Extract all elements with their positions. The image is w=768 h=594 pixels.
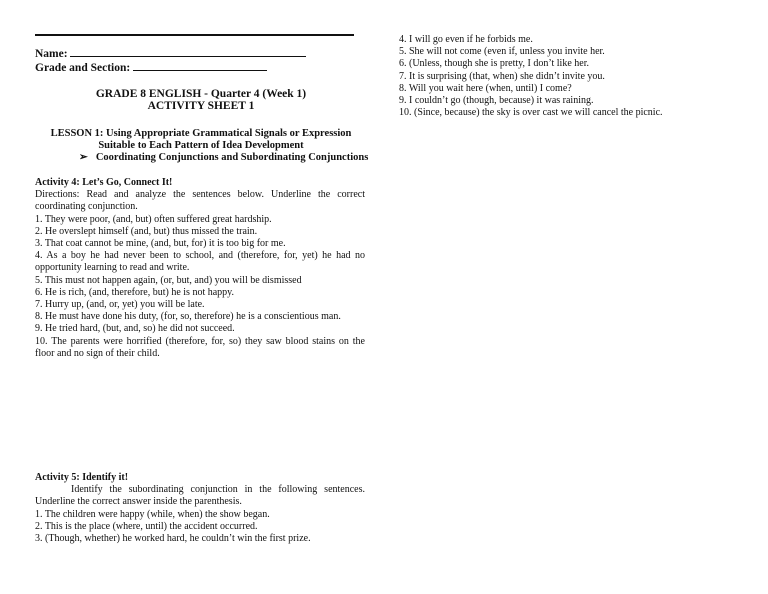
activity-4-heading: Activity 4: Let’s Go, Connect It! — [35, 177, 173, 188]
activity-4-item: 8. He must have done his duty, (for, so, therefore) he is a conscientious man. — [35, 311, 341, 323]
grade-section-blank-line[interactable] — [133, 60, 267, 71]
activity-5-directions: Identify the subordinating conjunction in the following sentences. Underline the correct answer inside the parenthesis. — [35, 484, 365, 508]
activity-4-item: 9. He tried hard, (but, and, so) he did not succeed. — [35, 323, 235, 335]
lesson-title-line-1: LESSON 1: Using Appropriate Grammatical Signals or Expression — [50, 128, 352, 139]
top-rule — [35, 34, 354, 36]
name-field[interactable] — [35, 46, 306, 60]
activity-5-item: 5. She will not come (even if, unless you invite her. — [399, 46, 605, 58]
activity-4-item: 3. That coat cannot be mine, (and, but, for) it is too big for me. — [35, 238, 286, 250]
grade-section-label: Grade and Section: — [35, 62, 131, 74]
activity-4-item: 1. They were poor, (and, but) often suffered great hardship. — [35, 213, 272, 225]
activity-5-item: 1. The children were happy (while, when) the show began. — [35, 508, 270, 520]
activity-4-item: 10. The parents were horrified (therefore, for, so) they saw blood stains on the floor and no sign of their child. — [35, 335, 365, 359]
activity-5-heading: Activity 5: Identify it! — [35, 472, 129, 483]
activity-4-item: 2. He overslept himself (and, but) thus missed the train. — [35, 225, 258, 237]
activity-5-item: 6. (Unless, though she is pretty, I don’t like her. — [399, 58, 589, 70]
lesson-topic-text: Coordinating Conjunctions and Subordinating Conjunctions — [95, 152, 369, 163]
activity-4-directions: Directions: Read and analyze the sentences below. Underline the correct coordinating conjunction. — [35, 189, 365, 213]
activity-5-continued — [399, 34, 663, 119]
activity-5-item: 9. I couldn’t go (though, because) it was raining. — [399, 95, 594, 107]
sheet-subtitle: ACTIVITY SHEET 1 — [147, 100, 255, 112]
activity-5-item: 10. (Since, because) the sky is over cast we will cancel the picnic. — [399, 107, 663, 119]
name-label: Name: — [35, 48, 68, 60]
activity-5 — [35, 472, 365, 545]
activity-5-item: 7. It is surprising (that, when) she didn’t invite you. — [399, 70, 605, 82]
activity-4-item: 4. As a boy he had never been to school, and (therefore, for, yet) he had no opportunity learning to read and write. — [35, 250, 365, 274]
activity-5-item: 2. This is the place (where, until) the accident occurred. — [35, 520, 258, 532]
grade-section-field[interactable] — [35, 60, 267, 74]
activity-5-item: 8. Will you wait here (when, until) I come? — [399, 82, 572, 94]
name-blank-line[interactable] — [70, 46, 306, 57]
activity-4-item: 5. This must not happen again, (or, but, and) you will be dismissed — [35, 274, 302, 286]
activity-4-item: 6. He is rich, (and, therefore, but) he is not happy. — [35, 286, 235, 298]
sheet-title: GRADE 8 ENGLISH - Quarter 4 (Week 1) — [95, 88, 307, 100]
activity-4-item: 7. Hurry up, (and, or, yet) you will be late. — [35, 299, 205, 311]
lesson-title-line-2: Suitable to Each Pattern of Idea Development — [98, 140, 304, 151]
activity-5-item: 4. I will go even if he forbids me. — [399, 34, 533, 45]
arrow-bullet-icon: ➢ — [79, 152, 88, 163]
activity-5-item: 3. (Though, whether) he worked hard, he couldn’t win the first prize. — [35, 533, 311, 545]
activity-4 — [35, 177, 365, 360]
lesson-topic — [79, 152, 368, 164]
